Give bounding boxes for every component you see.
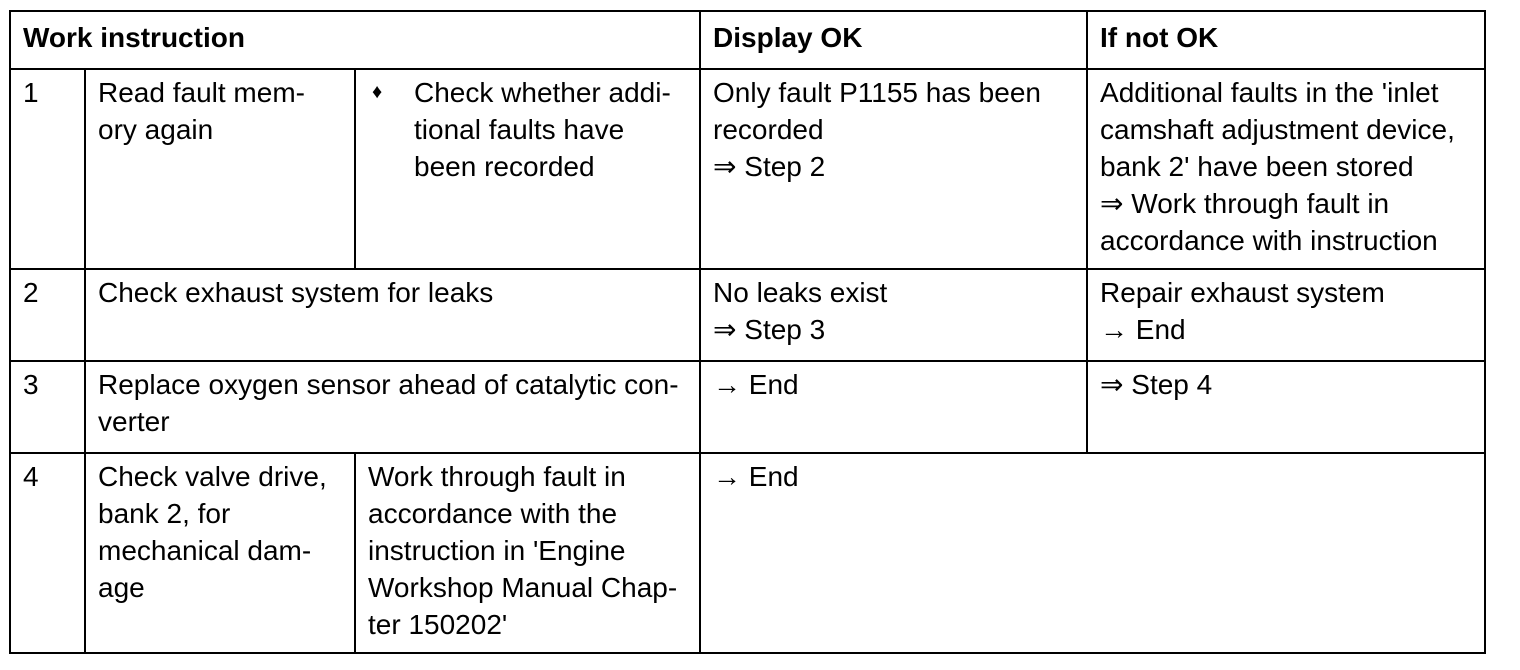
header-display-ok: Display OK	[700, 11, 1087, 69]
instruction-line: verter	[98, 406, 170, 437]
step-number: 3	[10, 361, 85, 453]
detail-cell	[355, 69, 700, 269]
detail-line: Check whether addi-	[414, 77, 671, 108]
work-instruction-table	[9, 10, 1486, 654]
not-ok-line: ⇒ Work through fault in	[1100, 188, 1390, 219]
table-row-step-4	[10, 453, 1485, 653]
detail-cell	[355, 453, 700, 653]
not-ok-line: Additional faults in the 'inlet	[1100, 77, 1439, 108]
instruction-line: mechanical dam-	[98, 535, 312, 566]
detail-line: been recorded	[414, 151, 595, 182]
header-row	[10, 11, 1485, 69]
table-row-step-3	[10, 361, 1485, 453]
display-ok-cell	[700, 361, 1087, 453]
instruction-line: Check valve drive,	[98, 461, 327, 492]
ok-line: ⇒ Step 3	[713, 314, 826, 345]
instruction-cell	[85, 69, 355, 269]
not-ok-line: bank 2' have been stored	[1100, 151, 1414, 182]
not-ok-line: accordance with instruction	[1100, 225, 1438, 256]
detail-line: accordance with the	[368, 498, 618, 529]
instruction-line: Read fault mem-	[98, 77, 305, 108]
not-ok-line: → End	[1100, 314, 1186, 345]
header-if-not-ok: If not OK	[1087, 11, 1485, 69]
instruction-line: ory again	[98, 114, 214, 145]
if-not-ok-cell	[1087, 69, 1485, 269]
not-ok-line: camshaft adjustment device,	[1100, 114, 1455, 145]
instruction-line: Replace oxygen sensor ahead of catalytic con-	[98, 369, 679, 400]
instruction-cell	[85, 361, 700, 453]
detail-line: Workshop Manual Chap-	[368, 572, 678, 603]
not-ok-line: ⇒ Step 4	[1100, 369, 1213, 400]
step-number: 1	[10, 69, 85, 269]
ok-line: ⇒ Step 2	[713, 151, 826, 182]
ok-line: recorded	[713, 114, 824, 145]
detail-line: tional faults have	[414, 114, 625, 145]
instruction-line: Check exhaust system for leaks	[98, 277, 494, 308]
ok-line: → End	[713, 461, 799, 492]
step-number: 4	[10, 453, 85, 653]
if-not-ok-cell	[1087, 361, 1485, 453]
display-ok-cell	[700, 453, 1485, 653]
table-row-step-2	[10, 269, 1485, 361]
instruction-cell	[85, 269, 700, 361]
instruction-line: age	[98, 572, 145, 603]
step-number: 2	[10, 269, 85, 361]
display-ok-cell	[700, 269, 1087, 361]
detail-line: Work through fault in	[368, 461, 626, 492]
detail-line: instruction in 'Engine	[368, 535, 626, 566]
if-not-ok-cell	[1087, 269, 1485, 361]
detail-line: ter 150202'	[368, 609, 508, 640]
header-work-instruction: Work instruction	[10, 11, 700, 69]
instruction-cell	[85, 453, 355, 653]
ok-line: Only fault P1155 has been	[713, 77, 1041, 108]
ok-line: → End	[713, 369, 799, 400]
diamond-bullet-icon: ♦	[372, 81, 383, 103]
not-ok-line: Repair exhaust system	[1100, 277, 1385, 308]
display-ok-cell	[700, 69, 1087, 269]
instruction-line: bank 2, for	[98, 498, 231, 529]
table-row-step-1	[10, 69, 1485, 269]
ok-line: No leaks exist	[713, 277, 888, 308]
